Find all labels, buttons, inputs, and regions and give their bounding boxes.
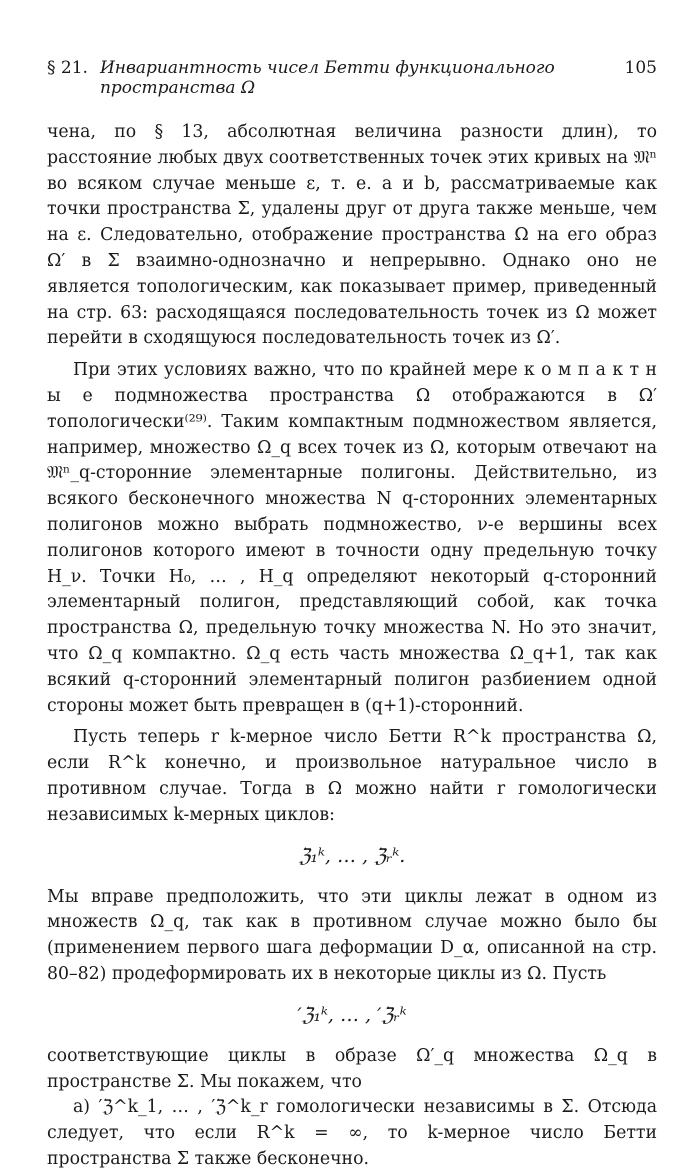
section-number: § 21. <box>47 58 88 78</box>
paragraph-6: а) ′ℨ^k_1, … , ′ℨ^k_r гомологически независимы в Σ. Отсюда следует, что если R^k = ∞, то k-мерное число Бетти пространства Σ также бесконечно. <box>47 1097 657 1169</box>
running-header <box>47 58 657 98</box>
page-number: 105 <box>624 58 657 78</box>
formula-cycles: ℨ₁ᵏ, … , ℨᵣᵏ. <box>298 844 406 867</box>
paragraph-4: Мы вправе предположить, что эти циклы лежат в одном из множеств Ω_q, так как в противном случае можно было бы (применением первого шага деформации D_α, описанной на стр. 80–82) продеформировать их в некоторые циклы из Ω. Пусть <box>47 886 657 984</box>
paragraph-3: Пусть теперь r k-мерное число Бетти R^k пространства Ω, если R^k конечно, и произвольное натуральное число в противном случае. Тогда в Ω можно найти r гомологически независимых k-мерных циклов: <box>47 727 657 825</box>
paragraph-1: чена, по § 13, абсолютная величина разности длин), то расстояние любых двух соответственных точек этих кривых на 𝔐ⁿ во всяком случае меньше ε, т. е. a и b, рассматриваемые как точки пространства Σ, удалены друг от друга также меньше, чем на ε. Следовательно, отображение пространства Ω на его образ Ω′ в Σ взаимно-однозначно и непрерывно. Однако оно не является топологическим, как показывает пример, приведенный на стр. 63: расходящаяся последовательность точек из Ω может перейти в сходящуюся последовательность точек из Ω′. <box>47 122 657 349</box>
header-title: Инвариантность чисел Бетти функционального пространства Ω <box>99 58 555 98</box>
paragraph-2: При этих условиях важно, что по крайней мере к о м п а к т н ы е подмножества пространства Ω отображаются в Ω′ топологически⁽²⁹⁾. Таким компактным подмножеством является, например, множество Ω_q всех точек из Ω, которым отвечают на 𝔐ⁿ_q-сторонние элементарные полигоны. Действительно, из всякого бесконечного множества N q-сторонних элементарных полигонов можно выбрать подмножество, ν-е вершины всех полигонов которого имеют в точности одну предельную точку H_ν. Точки H₀, … , H_q определяют некоторый q-сторонний элементарный полигон, представляющий собой, как точка пространства Ω, предельную точку множества N. Но это значит, что Ω_q компактно. Ω_q есть часть множества Ω_q+1, так как всякий q-сторонний элементарный полигон разбиением одной стороны может быть превращен в (q+1)-сторонний. <box>47 360 657 716</box>
page <box>47 58 657 1173</box>
paragraph-5: соответствующие циклы в образе Ω′_q множества Ω_q в пространстве Σ. Мы покажем, что <box>47 1045 657 1092</box>
formula-image-cycles: ′ℨ₁ᵏ, … , ′ℨᵣᵏ <box>297 1003 407 1026</box>
